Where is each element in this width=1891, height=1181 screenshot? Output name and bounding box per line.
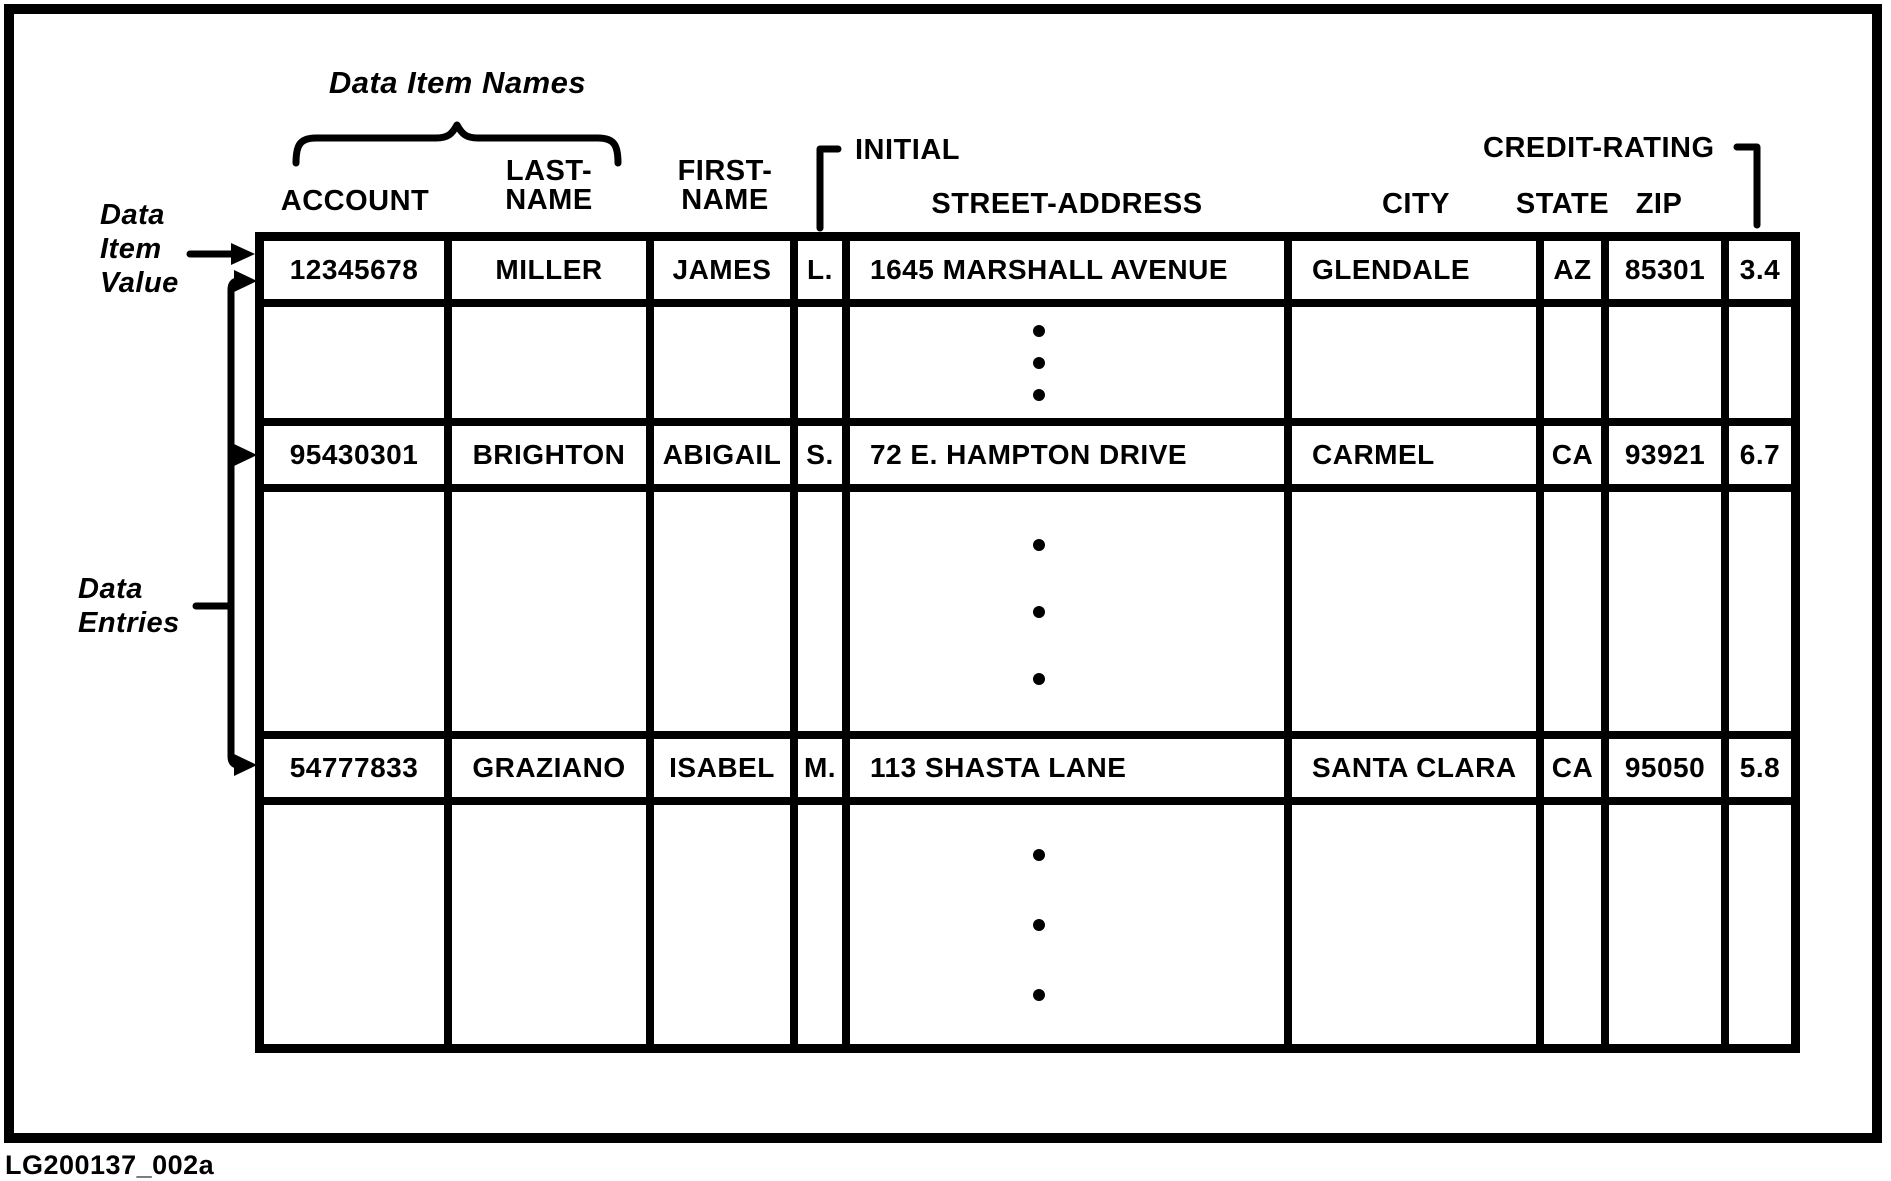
dot bbox=[1033, 539, 1045, 551]
cell-last-name: MILLER bbox=[452, 241, 646, 299]
ellipsis-dots bbox=[850, 805, 1284, 1044]
empty-cell bbox=[264, 307, 444, 418]
empty-cell bbox=[1729, 805, 1791, 1044]
label-line: Value bbox=[100, 267, 179, 299]
cell-first-name: ABIGAIL bbox=[654, 426, 790, 484]
figure-code: LG200137_002a bbox=[5, 1150, 215, 1180]
cell-account: 95430301 bbox=[264, 426, 444, 484]
dot bbox=[1033, 606, 1045, 618]
label-data-item-value bbox=[100, 198, 179, 300]
cell-state: AZ bbox=[1544, 241, 1601, 299]
empty-cell bbox=[654, 307, 790, 418]
cell-credit-rating: 3.4 bbox=[1729, 241, 1791, 299]
cell-city: GLENDALE bbox=[1292, 241, 1536, 299]
cell-last-name: GRAZIANO bbox=[452, 739, 646, 797]
cell-initial: L. bbox=[798, 241, 842, 299]
empty-cell bbox=[654, 805, 790, 1044]
header-last-name bbox=[448, 157, 650, 215]
cell-zip: 85301 bbox=[1609, 241, 1721, 299]
label-data-entries bbox=[78, 572, 180, 640]
empty-cell bbox=[654, 492, 790, 731]
empty-cell bbox=[1292, 307, 1536, 418]
data-table bbox=[255, 232, 1800, 1053]
cell-state: CA bbox=[1544, 739, 1601, 797]
cell-initial: S. bbox=[798, 426, 842, 484]
header-zip: ZIP bbox=[1635, 188, 1683, 220]
header-city: CITY bbox=[1381, 188, 1451, 220]
cell-initial: M. bbox=[798, 739, 842, 797]
ellipsis-dots bbox=[850, 492, 1284, 731]
empty-cell bbox=[798, 805, 842, 1044]
label-line: Data bbox=[78, 573, 143, 605]
empty-cell bbox=[1544, 307, 1601, 418]
empty-cell bbox=[1292, 492, 1536, 731]
empty-cell bbox=[1609, 307, 1721, 418]
header-line: NAME bbox=[681, 184, 769, 216]
dot bbox=[1033, 325, 1045, 337]
header-line: FIRST- bbox=[677, 155, 773, 187]
label-line: Entries bbox=[78, 607, 180, 639]
cell-credit-rating: 6.7 bbox=[1729, 426, 1791, 484]
empty-cell bbox=[798, 307, 842, 418]
empty-cell bbox=[1544, 492, 1601, 731]
cell-city: SANTA CLARA bbox=[1292, 739, 1536, 797]
cell-city: CARMEL bbox=[1292, 426, 1536, 484]
empty-cell bbox=[1729, 492, 1791, 731]
dot bbox=[1033, 919, 1045, 931]
empty-cell bbox=[1609, 805, 1721, 1044]
dot bbox=[1033, 989, 1045, 1001]
empty-cell bbox=[264, 805, 444, 1044]
empty-cell bbox=[798, 492, 842, 731]
header-first-name bbox=[650, 157, 800, 215]
label-data-item-names: Data Item Names bbox=[328, 65, 587, 100]
empty-cell bbox=[452, 307, 646, 418]
empty-cell bbox=[452, 492, 646, 731]
header-credit-rating: CREDIT-RATING bbox=[1483, 132, 1715, 164]
empty-cell bbox=[1729, 307, 1791, 418]
header-street-address: STREET-ADDRESS bbox=[931, 188, 1203, 220]
dot bbox=[1033, 357, 1045, 369]
dot bbox=[1033, 389, 1045, 401]
dot bbox=[1033, 849, 1045, 861]
cell-state: CA bbox=[1544, 426, 1601, 484]
cell-street-address: 72 E. HAMPTON DRIVE bbox=[850, 426, 1284, 484]
header-state: STATE bbox=[1515, 188, 1610, 220]
cell-zip: 95050 bbox=[1609, 739, 1721, 797]
header-line: NAME bbox=[505, 184, 593, 216]
cell-street-address: 1645 MARSHALL AVENUE bbox=[850, 241, 1284, 299]
header-account: ACCOUNT bbox=[280, 185, 430, 217]
cell-credit-rating: 5.8 bbox=[1729, 739, 1791, 797]
ellipsis-dots bbox=[850, 307, 1284, 418]
cell-zip: 93921 bbox=[1609, 426, 1721, 484]
cell-last-name: BRIGHTON bbox=[452, 426, 646, 484]
label-line: Item bbox=[100, 233, 162, 265]
empty-cell bbox=[1609, 492, 1721, 731]
empty-cell bbox=[452, 805, 646, 1044]
header-line: LAST- bbox=[505, 155, 593, 187]
header-initial: INITIAL bbox=[855, 134, 960, 166]
cell-account: 54777833 bbox=[264, 739, 444, 797]
empty-cell bbox=[264, 492, 444, 731]
cell-first-name: ISABEL bbox=[654, 739, 790, 797]
cell-street-address: 113 SHASTA LANE bbox=[850, 739, 1284, 797]
empty-cell bbox=[1544, 805, 1601, 1044]
empty-cell bbox=[1292, 805, 1536, 1044]
cell-account: 12345678 bbox=[264, 241, 444, 299]
cell-first-name: JAMES bbox=[654, 241, 790, 299]
label-line: Data bbox=[100, 199, 165, 231]
dot bbox=[1033, 673, 1045, 685]
